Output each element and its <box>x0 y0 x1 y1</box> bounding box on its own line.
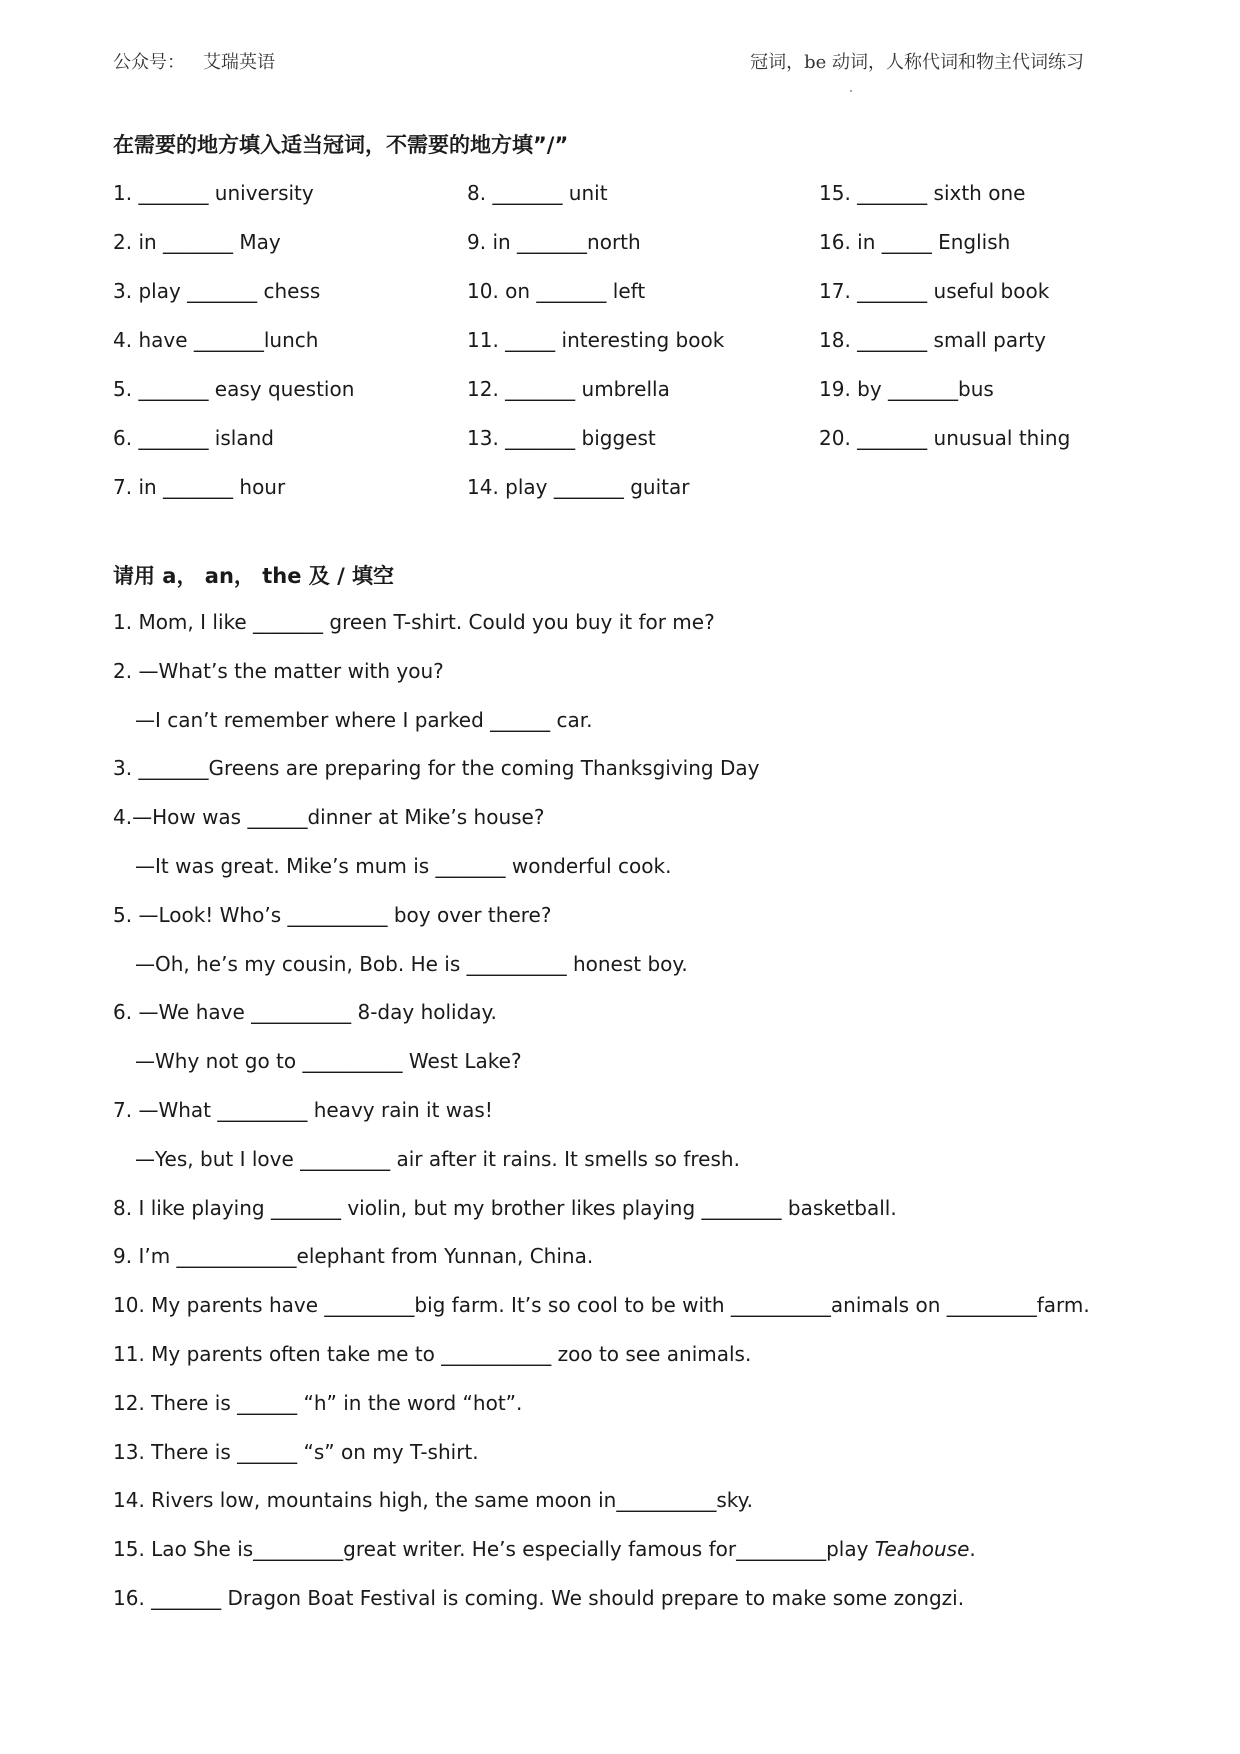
sentence-item: —Oh, he’s my cousin, Bob. He is __________ honest boy. <box>135 951 688 976</box>
sentence-item: —I can’t remember where I parked ______ car. <box>135 707 593 732</box>
exercise-item: 1. _______ university <box>113 181 314 205</box>
exercise-item: 20. _______ unusual thing <box>819 426 1071 450</box>
exercise-item: 12. _______ umbrella <box>467 377 670 401</box>
sentence-item: —Yes, but I love _________ air after it rains. It smells so fresh. <box>135 1146 740 1171</box>
sentence-item-15 <box>113 1534 1123 1583</box>
sentence-text: 15. Lao She is_________great writer. He’s especially famous for_________play <box>113 1537 875 1562</box>
exercise-item: 14. play _______ guitar <box>467 475 690 499</box>
exercise-item: 10. on _______ left <box>467 279 646 303</box>
sentence-item: 1. Mom, I like _______ green T-shirt. Could you buy it for me? <box>113 610 715 634</box>
page-header <box>113 48 1084 78</box>
sentence-item: 5. —Look! Who’s __________ boy over there? <box>113 902 552 927</box>
sentence-exercise-list <box>113 607 1123 1632</box>
exercise-item: 4. have _______lunch <box>113 328 319 352</box>
sentence-item: 2. —What’s the matter with you? <box>113 658 444 683</box>
exercise-item: 15. _______ sixth one <box>819 181 1026 205</box>
exercise-item: 11. _____ interesting book <box>467 328 725 352</box>
exercise-item: 2. in _______ May <box>113 230 281 254</box>
exercise-item: 13. _______ biggest <box>467 426 656 450</box>
sentence-end: . <box>969 1537 976 1562</box>
exercise-item: 7. in _______ hour <box>113 475 286 499</box>
exercise-item: 6. _______ island <box>113 426 274 450</box>
sentence-item: 8. I like playing _______ violin, but my brother likes playing ________ basketball. <box>113 1195 897 1220</box>
header-account-label: 公众号： <box>113 52 185 73</box>
sentence-item: 16. _______ Dragon Boat Festival is coming. We should prepare to make some zongzi. <box>113 1585 965 1610</box>
section2-title: 请用 a， an， the 及 / 填空 <box>113 564 395 588</box>
exercise-item: 16. in _____ English <box>819 230 1011 254</box>
header-account-name: 艾瑞英语 <box>203 52 275 73</box>
sentence-item: 6. —We have __________ 8-day holiday. <box>113 1000 497 1025</box>
sentence-item: 3. _______Greens are preparing for the coming Thanksgiving Day <box>113 756 760 781</box>
exercise-item: 3. play _______ chess <box>113 279 321 303</box>
header-dot <box>850 90 852 92</box>
exercise-column-1 <box>113 178 453 521</box>
exercise-item: 8. _______ unit <box>467 181 608 205</box>
exercise-item: 19. by _______bus <box>819 377 994 401</box>
sentence-item: 13. There is ______ “s” on my T-shirt. <box>113 1439 479 1464</box>
exercise-column-2 <box>467 178 807 521</box>
section1-title: 在需要的地方填入适当冠词，不需要的地方填”/” <box>113 133 569 157</box>
exercise-item: 5. _______ easy question <box>113 377 355 401</box>
sentence-item: —It was great. Mike’s mum is _______ wonderful cook. <box>135 853 672 878</box>
article-exercise-grid <box>113 178 1113 518</box>
sentence-item: —Why not go to __________ West Lake? <box>135 1049 522 1074</box>
sentence-item: 11. My parents often take me to ___________ zoo to see animals. <box>113 1341 752 1366</box>
sentence-item: 7. —What _________ heavy rain it was! <box>113 1097 493 1122</box>
sentence-item: 9. I’m ____________elephant from Yunnan, China. <box>113 1244 594 1269</box>
exercise-column-3 <box>819 178 1159 472</box>
exercise-item: 17. _______ useful book <box>819 279 1050 303</box>
header-account <box>113 48 275 74</box>
sentence-item: 12. There is ______ “h” in the word “hot”. <box>113 1390 523 1415</box>
sentence-item: 10. My parents have _________big farm. It’s so cool to be with __________animals on _________farm. <box>113 1293 1090 1318</box>
sentence-italic-title: Teahouse <box>874 1537 970 1562</box>
exercise-item: 9. in _______north <box>467 230 641 254</box>
header-topic: 冠词，be 动词，人称代词和物主代词练习 <box>750 52 1084 73</box>
exercise-item: 18. _______ small party <box>819 328 1047 352</box>
sentence-item: 14. Rivers low, mountains high, the same moon in__________sky. <box>113 1488 753 1513</box>
sentence-item: 4.—How was ______dinner at Mike’s house? <box>113 805 545 830</box>
